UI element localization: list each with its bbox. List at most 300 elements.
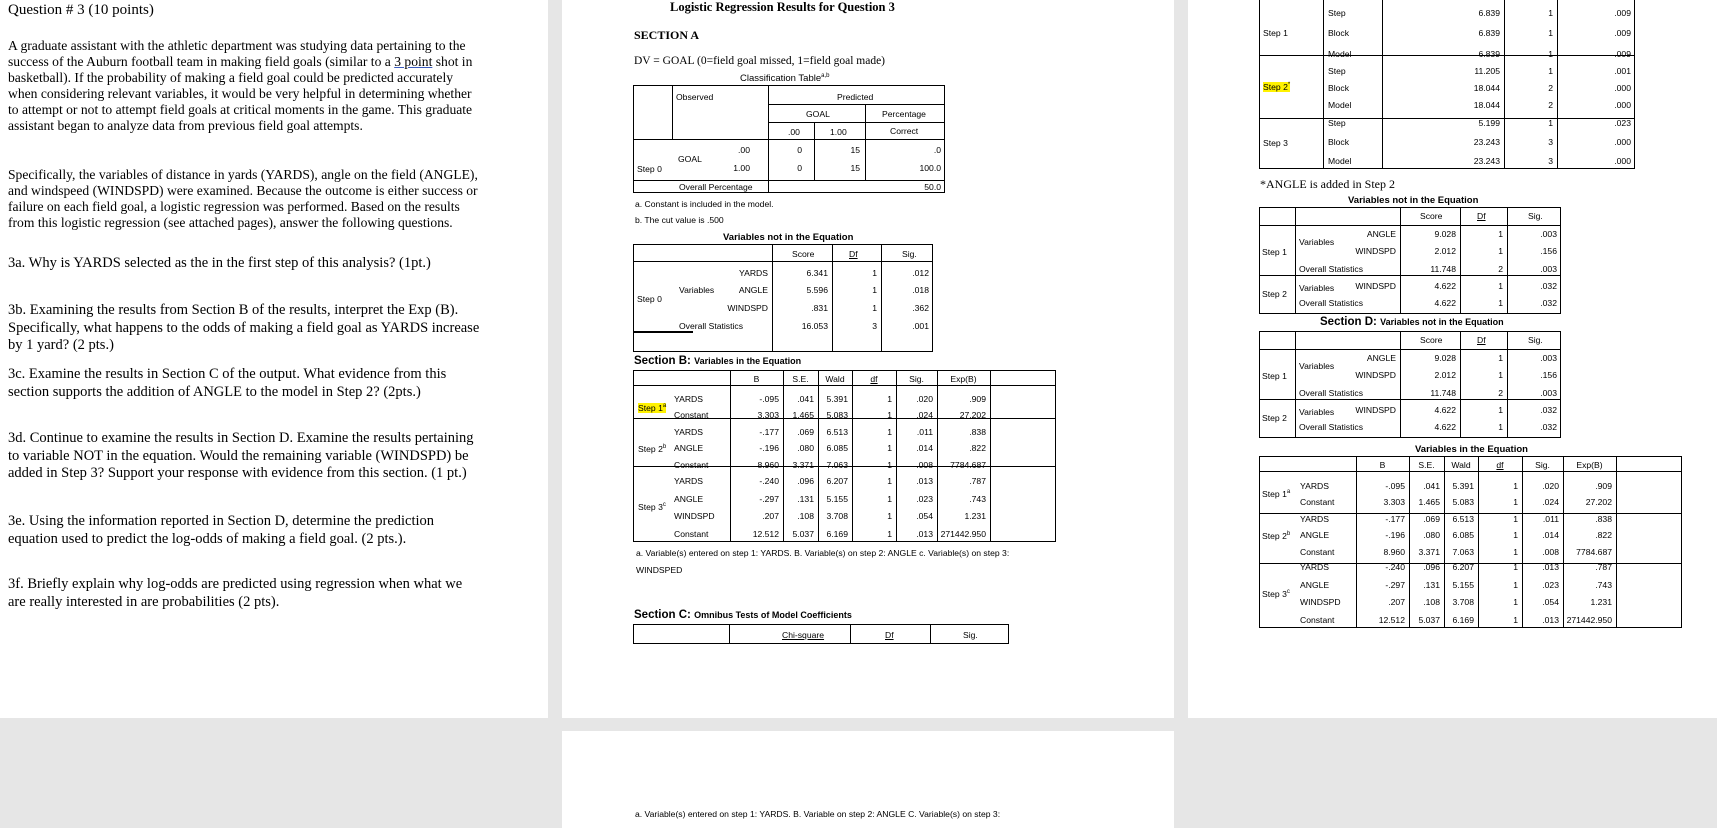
- vie-cell: .822: [969, 443, 986, 453]
- vie3-row-label: ANGLE: [1300, 530, 1330, 540]
- section-d-step2: Step 2: [1262, 413, 1287, 423]
- vie3-row-label: YARDS: [1300, 514, 1329, 524]
- vie-cell: 5.037: [792, 529, 814, 539]
- omni-row-label: Step: [1328, 66, 1346, 76]
- vie3-header: Wald: [1451, 460, 1471, 470]
- omnibus-df-header: Df: [885, 630, 894, 640]
- vnie-overall-label: Overall Statistics: [679, 321, 743, 331]
- vie3-row-label: ANGLE: [1300, 580, 1330, 590]
- vie-cell: 1: [887, 410, 892, 420]
- vie3-row-label: WINDSPD: [1300, 597, 1341, 607]
- vnie3-df: 2: [1498, 264, 1503, 274]
- vie-header: Wald: [825, 374, 845, 384]
- vie-cell: .013: [916, 529, 933, 539]
- vnie3-row-label: Overall Statistics: [1299, 298, 1363, 308]
- results-page: [562, 0, 1174, 718]
- vie3-cell: .008: [1542, 547, 1559, 557]
- question-3f: 3f. Briefly explain why log-odds are predicted using regression when what we are really interested in are probabilities (2 pts).: [8, 576, 463, 610]
- omni-sig: .001: [1614, 66, 1631, 76]
- omni-sig: .000: [1614, 83, 1631, 93]
- vnie3-sig: .156: [1540, 246, 1557, 256]
- vnie3-variables: Variables: [1299, 237, 1335, 247]
- class-cell: 0: [797, 145, 802, 155]
- vie-cell: .024: [916, 410, 933, 420]
- omni-row-label: Step: [1328, 118, 1346, 128]
- vie3-cell: .822: [1595, 530, 1612, 540]
- section-d-variables: Variables: [1299, 407, 1335, 417]
- section-d-row-label: WINDSPD: [1355, 370, 1396, 380]
- vie3-cell: -.095: [1385, 481, 1405, 491]
- omni-row-label: Block: [1328, 137, 1350, 147]
- class-note-a: a. Constant is included in the model.: [635, 199, 774, 209]
- section-d-sig: .156: [1540, 370, 1557, 380]
- vie-cell: -.095: [759, 394, 779, 404]
- vie3-cell: 3.303: [1383, 497, 1405, 507]
- vie-cell: 1: [887, 476, 892, 486]
- vie-cell: .023: [916, 494, 933, 504]
- vie3-title: Variables in the Equation: [1415, 444, 1528, 455]
- vie3-cell: -.240: [1385, 562, 1405, 572]
- class-col-100: 1.00: [830, 127, 847, 137]
- vie-cell: .020: [916, 394, 933, 404]
- vie3-cell: 1: [1513, 580, 1518, 590]
- vie-cell: 271442.950: [940, 529, 986, 539]
- vnie-step0-label: Step 0: [637, 294, 662, 304]
- intro-paragraph: [8, 38, 478, 133]
- vie-row-label: YARDS: [674, 476, 703, 486]
- omni-row-label: Step: [1328, 8, 1346, 18]
- vie3-cell: .080: [1423, 530, 1440, 540]
- vie3-cell: 1: [1513, 547, 1518, 557]
- section-d-row-label: Overall Statistics: [1299, 422, 1363, 432]
- vnie-df-header: Df: [849, 249, 858, 259]
- vie3-cell: .909: [1595, 481, 1612, 491]
- section-d-row-label: WINDSPD: [1355, 405, 1396, 415]
- vie3-header: B: [1379, 460, 1386, 470]
- class-row2-label: 1.00: [733, 163, 750, 173]
- vnie-title: Variables not in the Equation: [723, 232, 854, 243]
- vnie3-row-label: Overall Statistics: [1299, 264, 1363, 274]
- vie3-cell: 6.207: [1452, 562, 1474, 572]
- vnie-sig-header: Sig.: [902, 249, 917, 259]
- section-d-score: 11.748: [1430, 388, 1456, 398]
- section-d-df: 1: [1498, 353, 1503, 363]
- vie3-cell: .069: [1423, 514, 1440, 524]
- vnie3-df: 1: [1498, 229, 1503, 239]
- vie-cell: 1: [887, 443, 892, 453]
- section-d-row-label: ANGLE: [1366, 353, 1396, 363]
- class-cell: 15: [850, 145, 860, 155]
- class-cell: .0: [933, 145, 941, 155]
- omni-row-label: Model: [1328, 100, 1352, 110]
- vie3-row-label: YARDS: [1300, 562, 1329, 572]
- vnie3-df: 1: [1498, 298, 1503, 308]
- class-overall-value: 50.0: [924, 182, 941, 192]
- omni-df: 3: [1548, 137, 1553, 147]
- omni-sig: .009: [1614, 8, 1631, 18]
- class-step0: Step 0: [637, 164, 662, 174]
- section-d-df-header: Df: [1477, 335, 1486, 345]
- vie3-cell: 7.063: [1452, 547, 1474, 557]
- vie-cell: 1: [887, 427, 892, 437]
- vie3-cell: -.297: [1385, 580, 1405, 590]
- vie3-cell: 6.513: [1452, 514, 1474, 524]
- vie-cell: -.177: [759, 427, 779, 437]
- vie3-cell: 1: [1513, 597, 1518, 607]
- vnie3-title: Variables not in the Equation: [1348, 195, 1479, 206]
- vie3-cell: 8.960: [1383, 547, 1405, 557]
- section-d-score: 2.012: [1434, 370, 1456, 380]
- section-d-df: 1: [1498, 405, 1503, 415]
- vie-header: S.E.: [792, 374, 809, 384]
- vie-cell: .054: [916, 511, 933, 521]
- vie3-cell: .013: [1542, 562, 1559, 572]
- vie-cell: 1: [887, 511, 892, 521]
- vie-cell: 27.202: [959, 410, 986, 420]
- omni-sig: .000: [1614, 100, 1631, 110]
- omni-df: 1: [1548, 66, 1553, 76]
- vie3-cell: .013: [1542, 615, 1559, 625]
- vie3-header: df: [1496, 460, 1504, 470]
- vnie3-step2: Step 2: [1262, 289, 1287, 299]
- omni-df: 1: [1548, 49, 1553, 59]
- vie3-cell: .024: [1542, 497, 1559, 507]
- vie-cell: .014: [916, 443, 933, 453]
- vie-step1-highlight: Step 1$^a$: [638, 403, 667, 413]
- vie-cell: 5.083: [826, 410, 848, 420]
- vie3-cell: 271442.950: [1566, 615, 1612, 625]
- vie-cell: .041: [797, 394, 814, 404]
- vie3-row-label: Constant: [1300, 497, 1335, 507]
- vie-cell: .743: [969, 494, 986, 504]
- question-3a: 3a. Why is YARDS selected as the in the first step of this analysis? (1pt.): [8, 255, 431, 271]
- vie3-cell: 5.155: [1452, 580, 1474, 590]
- vnie3-sig: .032: [1540, 281, 1557, 291]
- vie-cell: .108: [797, 511, 814, 521]
- vie3-step2-label: Step 2$^b$: [1262, 531, 1291, 541]
- omni-row-label: Block: [1328, 28, 1350, 38]
- omni-df: 1: [1548, 28, 1553, 38]
- vnie-score: 6.341: [806, 268, 828, 278]
- vie-cell: 1.465: [792, 410, 814, 420]
- vie-row-label: WINDSPD: [674, 511, 715, 521]
- vie3-row-label: YARDS: [1300, 481, 1329, 491]
- vie3-cell: 1: [1513, 497, 1518, 507]
- vie-cell: .096: [797, 476, 814, 486]
- section-a-heading: SECTION A: [634, 28, 700, 42]
- vie-cell: .131: [797, 494, 814, 504]
- omni-sig: .009: [1614, 49, 1631, 59]
- vie3-cell: .023: [1542, 580, 1559, 590]
- omni-row-label: Model: [1328, 156, 1352, 166]
- section-d-score: 4.622: [1434, 405, 1456, 415]
- vie-cell: -.240: [759, 476, 779, 486]
- vie-cell: 6.085: [826, 443, 848, 453]
- vnie3-score: 4.622: [1434, 298, 1456, 308]
- vie3-cell: 3.371: [1418, 547, 1440, 557]
- section-d-row-label: Overall Statistics: [1299, 388, 1363, 398]
- section-d-heading: Section D: Variables not in the Equation: [1320, 316, 1504, 328]
- vnie3-sig: .003: [1540, 264, 1557, 274]
- vie-cell: 3.303: [757, 410, 779, 420]
- vie-cell: -.297: [759, 494, 779, 504]
- vie3-cell: 5.391: [1452, 481, 1474, 491]
- section-d-score-header: Score: [1420, 335, 1443, 345]
- vie-step3-label: Step 3$^c$: [638, 502, 666, 512]
- vie-cell: .787: [969, 476, 986, 486]
- class-predicted: Predicted: [837, 92, 874, 102]
- section-d-variables: Variables: [1299, 361, 1335, 371]
- vnie-score: .831: [811, 303, 828, 313]
- class-cell: 100.0: [919, 163, 941, 173]
- vnie-score: 5.596: [806, 285, 828, 295]
- vie-header: B: [753, 374, 760, 384]
- vie-cell: .207: [762, 511, 779, 521]
- section-d-step1: Step 1: [1262, 371, 1287, 381]
- section-d-df: 1: [1498, 422, 1503, 432]
- vnie-overall-sig: .001: [912, 321, 929, 331]
- results-title: Logistic Regression Results for Question 3: [670, 0, 895, 14]
- vie3-cell: .014: [1542, 530, 1559, 540]
- question-title: Question # 3 (10 points): [8, 2, 154, 18]
- vie3-cell: 27.202: [1585, 497, 1612, 507]
- vnie3-step1: Step 1: [1262, 247, 1287, 257]
- vnie3-df: 1: [1498, 281, 1503, 291]
- omnibus-chisq-header: Chi-square: [782, 630, 825, 640]
- vie-cell: 7.063: [826, 460, 848, 470]
- vie3-cell: 6.169: [1452, 615, 1474, 625]
- vie3-cell: 1: [1513, 562, 1518, 572]
- class-percentage: Percentage: [882, 109, 926, 119]
- vie3-cell: 7784.687: [1576, 547, 1612, 557]
- results-page-continued: [1188, 0, 1717, 718]
- classification-table-title: Classification Table$^{a,b}$: [740, 73, 830, 85]
- vie-header: Sig.: [909, 374, 924, 384]
- omnibus-sig-header: Sig.: [963, 630, 978, 640]
- vie3-cell: 1.231: [1590, 597, 1612, 607]
- vnie-variables-label: Variables: [679, 285, 715, 295]
- question-page: [0, 0, 548, 718]
- vie-cell: 1.231: [964, 511, 986, 521]
- section-d-score: 9.028: [1434, 353, 1456, 363]
- question-3e: 3e. Using the information reported in Section D, determine the prediction equation used to predict the log-odds of making a field goal. (2 pts.).: [8, 513, 435, 547]
- vie3-row-label: Constant: [1300, 615, 1335, 625]
- question-3d: 3d. Continue to examine the results in Section D. Examine the results pertaining to variable NOT in the equation. Would the remaining variable (WINDSPD) be added in Step 3? Support your response with evidence from this section. (1 pt.): [8, 430, 474, 482]
- vnie-score-header: Score: [792, 249, 815, 259]
- vie3-cell: 1: [1513, 530, 1518, 540]
- vie3-cell: 12.512: [1378, 615, 1405, 625]
- vie3-cell: 1.465: [1418, 497, 1440, 507]
- vie-cell: 1: [887, 394, 892, 404]
- section-d-sig: .032: [1540, 422, 1557, 432]
- omni-chisq: 11.205: [1474, 66, 1500, 76]
- vie3-cell: .054: [1542, 597, 1559, 607]
- omni-step3: Step 3: [1263, 138, 1288, 148]
- vie-cell: 3.708: [826, 511, 848, 521]
- omni-chisq: 18.044: [1473, 100, 1500, 110]
- vie-cell: 1: [887, 460, 892, 470]
- vie-cell: .080: [797, 443, 814, 453]
- vie3-cell: 1: [1513, 514, 1518, 524]
- vnie3-score: 4.622: [1434, 281, 1456, 291]
- class-cell: 0: [797, 163, 802, 173]
- vie-cell: 6.513: [826, 427, 848, 437]
- vie-cell: 1: [887, 494, 892, 504]
- vie-row-label: Constant: [674, 460, 709, 470]
- vnie-sig: .362: [912, 303, 929, 313]
- vnie3-row-label: WINDSPD: [1355, 281, 1396, 291]
- omni-row-label: Block: [1328, 83, 1350, 93]
- intro-text-1: A graduate assistant with the athletic department was studying data pertaining to the success of the Auburn football team in making field goals (similar to a: [8, 38, 466, 69]
- vie-cell: -.196: [759, 443, 779, 453]
- omni-df: 2: [1548, 83, 1553, 93]
- omni-row-label: Model: [1328, 49, 1352, 59]
- intro-text-2: shot in basketball). If the probability of making a field goal could be predicted accurately when considering relevant variables, it would be very helpful in determining whether to attempt or not to attempt field goals at critical moments in the game. This graduate assistant began to analyze data from previous field goal attempts.: [8, 53, 473, 133]
- vnie-df: 1: [872, 303, 877, 313]
- vie3-step1-label: Step 1$^a$: [1262, 489, 1291, 499]
- vie3-cell: 3.708: [1452, 597, 1474, 607]
- vnie3-score: 2.012: [1434, 246, 1456, 256]
- vie3-cell: .131: [1423, 580, 1440, 590]
- vnie-df: 1: [872, 268, 877, 278]
- vie3-cell: .011: [1542, 514, 1559, 524]
- vie-header: Exp(B): [950, 374, 977, 384]
- question-3b: 3b. Examining the results from Section B of the results, interpret the Exp (B). Specifically, what happens to the odds of making a field goal as YARDS increase by 1 yard? (2 pts.): [8, 302, 480, 354]
- vnie3-variables: Variables: [1299, 283, 1335, 293]
- vie-note-line1: a. Variable(s) entered on step 1: YARDS. B. Variable(s) on step 2: ANGLE c. Variable(s) on step 3:: [636, 548, 1010, 558]
- vie-cell: 7784.687: [950, 460, 986, 470]
- section-d-score: 4.622: [1434, 422, 1456, 432]
- section-d-df: 1: [1498, 370, 1503, 380]
- vie-cell: 8.960: [757, 460, 779, 470]
- omni-sig: .000: [1614, 137, 1631, 147]
- vie-row-label: YARDS: [674, 394, 703, 404]
- class-goal: GOAL: [806, 109, 830, 119]
- vnie-df: 1: [872, 285, 877, 295]
- section-b-heading: Section B: Variables in the Equation: [634, 355, 802, 367]
- vnie3-row-label: WINDSPD: [1355, 246, 1396, 256]
- vie-header: df: [870, 374, 878, 384]
- vie3-cell: .020: [1542, 481, 1559, 491]
- class-col-00: .00: [788, 127, 800, 137]
- omni-chisq: 6.839: [1478, 8, 1500, 18]
- vie-row-label: YARDS: [674, 427, 703, 437]
- section-d-sig: .032: [1540, 405, 1557, 415]
- class-row1-label: .00: [738, 145, 750, 155]
- section-d-sig: .003: [1540, 353, 1557, 363]
- class-overall: Overall Percentage: [679, 182, 753, 192]
- vie-cell: 6.169: [826, 529, 848, 539]
- vie-cell: .838: [969, 427, 986, 437]
- omni-sig: .023: [1614, 118, 1631, 128]
- vie3-cell: -.196: [1385, 530, 1405, 540]
- vie3-cell: .096: [1423, 562, 1440, 572]
- vnie3-df: 1: [1498, 246, 1503, 256]
- vie3-cell: .838: [1595, 514, 1612, 524]
- vie-cell: 3.371: [792, 460, 814, 470]
- omni-chisq: 23.243: [1473, 137, 1500, 147]
- question-3c: 3c. Examine the results in Section C of the output. What evidence from this section supports the addition of ANGLE to the model in Step 2? (2pts.): [8, 366, 447, 400]
- omni-sig: .009: [1614, 28, 1631, 38]
- vie3-cell: .041: [1423, 481, 1440, 491]
- vie3-cell: .207: [1388, 597, 1405, 607]
- vie-cell: 5.391: [826, 394, 848, 404]
- class-goal-row: GOAL: [678, 154, 702, 164]
- omni-chisq: 18.044: [1473, 83, 1500, 93]
- angle-added-note: *ANGLE is added in Step 2: [1260, 177, 1395, 191]
- class-note-b: b. The cut value is .500: [635, 215, 724, 225]
- omni-df: 1: [1548, 8, 1553, 18]
- intro-spellcheck-word: 3 point: [394, 53, 433, 69]
- vie3-cell: 5.037: [1418, 615, 1440, 625]
- vnie3-row-label: ANGLE: [1366, 229, 1396, 239]
- vie3-step3-label: Step 3$^c$: [1262, 589, 1290, 599]
- vie3-cell: 6.085: [1452, 530, 1474, 540]
- vnie3-score: 11.748: [1430, 264, 1456, 274]
- omni-chisq: 6.839: [1478, 49, 1500, 59]
- variables-paragraph: Specifically, the variables of distance in yards (YARDS), angle on the field (ANGLE), and windspeed (WINDSPD) were examined. Because the outcome is either success or failure on each field goal, a logistic regression was performed. Based on the results from this logistic regression (see attached pages), answer the following questions.: [8, 167, 478, 230]
- vnie3-score-header: Score: [1420, 211, 1443, 221]
- omni-chisq: 6.839: [1478, 28, 1500, 38]
- vie-cell: .008: [916, 460, 933, 470]
- vie-cell: .013: [916, 476, 933, 486]
- omni-step1: Step 1: [1263, 28, 1288, 38]
- vie3-cell: .787: [1595, 562, 1612, 572]
- vie-cell: .011: [916, 427, 933, 437]
- vie-cell: .069: [797, 427, 814, 437]
- vnie-sig: .012: [912, 268, 929, 278]
- omni-step2-highlight: Step 2*: [1263, 82, 1291, 92]
- omni-df: 1: [1548, 118, 1553, 128]
- class-correct: Correct: [890, 126, 919, 136]
- vie3-cell: -.177: [1385, 514, 1405, 524]
- vie3-cell: .108: [1423, 597, 1440, 607]
- vie-cell: 6.207: [826, 476, 848, 486]
- vnie-sig: .018: [912, 285, 929, 295]
- vnie-overall-score: 16.053: [801, 321, 828, 331]
- vie3-cell: 1: [1513, 615, 1518, 625]
- vie3-cell: 5.083: [1452, 497, 1474, 507]
- vie3-header: S.E.: [1418, 460, 1435, 470]
- vnie3-sig: .032: [1540, 298, 1557, 308]
- vie3-cell: 1: [1513, 481, 1518, 491]
- vnie3-sig-header: Sig.: [1528, 211, 1543, 221]
- vnie3-sig: .003: [1540, 229, 1557, 239]
- vnie3-df-header: Df: [1477, 211, 1486, 221]
- class-cell: 15: [850, 163, 860, 173]
- vnie-overall-df: 3: [872, 321, 877, 331]
- omni-df: 3: [1548, 156, 1553, 166]
- vie3-header: Sig.: [1535, 460, 1550, 470]
- vie-cell: .909: [969, 394, 986, 404]
- vnie-variable-name: WINDSPD: [727, 303, 768, 313]
- omni-chisq: 5.199: [1478, 118, 1500, 128]
- class-observed: Observed: [676, 92, 714, 102]
- results-page-footer: [562, 731, 1174, 828]
- vie-row-label: Constant: [674, 410, 709, 420]
- section-d-sig-header: Sig.: [1528, 335, 1543, 345]
- vnie3-score: 9.028: [1434, 229, 1456, 239]
- vie-cell: 12.512: [752, 529, 779, 539]
- vie3-row-label: Constant: [1300, 547, 1335, 557]
- footer-variable-note: a. Variable(s) entered on step 1: YARDS. B. Variable on step 2: ANGLE C. Variable(s) on step 3:: [635, 809, 1001, 819]
- vie3-cell: .743: [1595, 580, 1612, 590]
- omni-chisq: 23.243: [1473, 156, 1500, 166]
- vie-row-label: ANGLE: [674, 443, 704, 453]
- vie-row-label: Constant: [674, 529, 709, 539]
- dependent-variable-note: DV = GOAL (0=field goal missed, 1=field goal made): [634, 55, 886, 67]
- section-d-df: 2: [1498, 388, 1503, 398]
